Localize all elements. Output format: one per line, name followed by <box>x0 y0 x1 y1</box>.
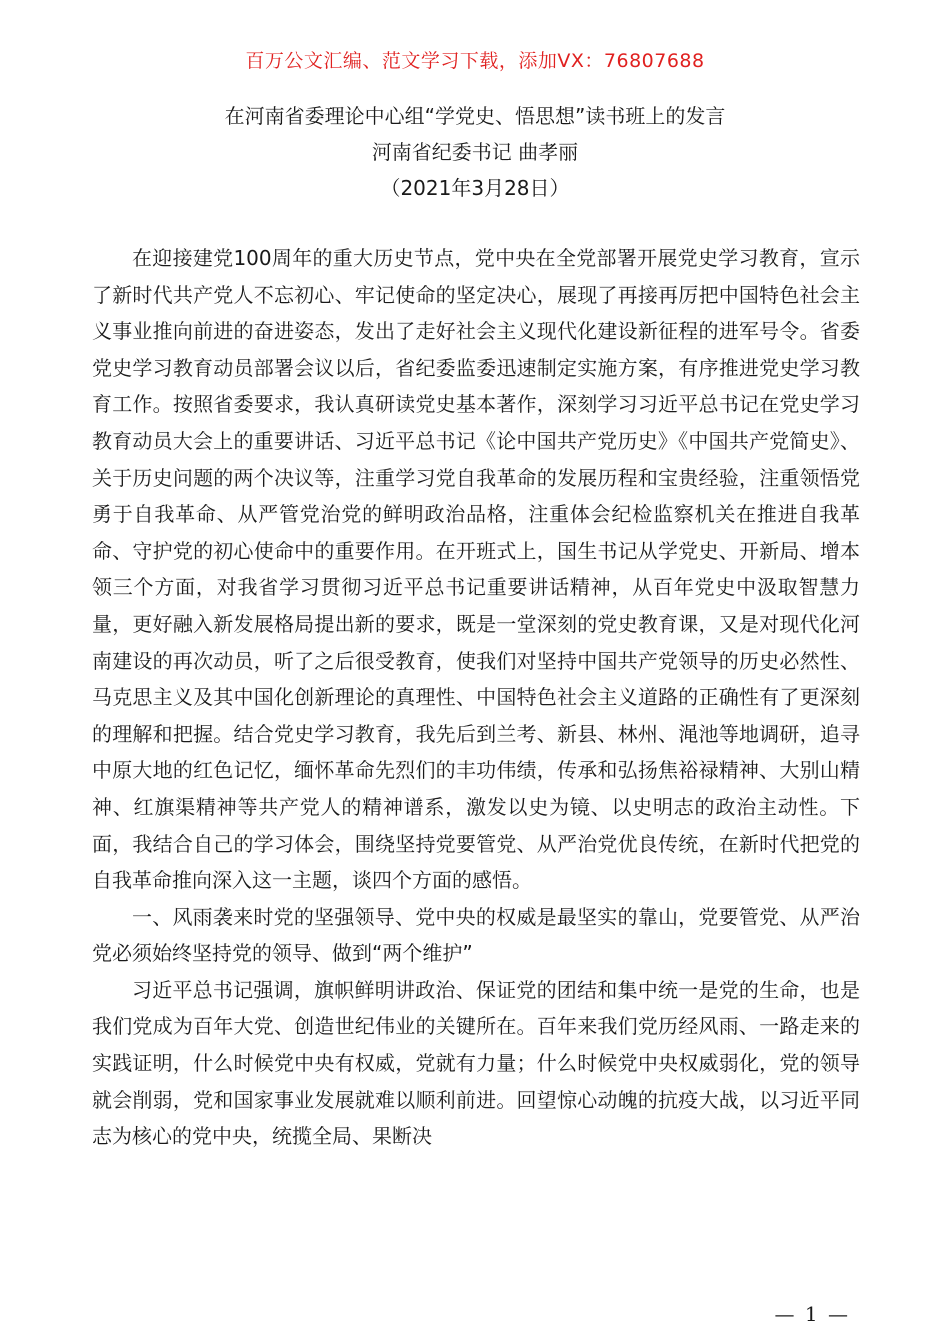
document-date: （2021年3月28日） <box>380 176 570 200</box>
section-heading: 一、风雨袭来时党的坚强领导、党中央的权威是最坚实的靠山，党要管党、从严治党必须始终坚持党的领导、做到“两个维护” <box>92 904 860 966</box>
watermark-banner: 百万公文汇编、范文学习下载，添加VX：76807688 <box>245 50 705 72</box>
document-author: 河南省纪委书记 曲孝丽 <box>371 140 579 164</box>
document-body <box>92 240 860 1155</box>
intro-paragraph: 在迎接建党100周年的重大历史节点，党中央在全党部署开展党史学习教育，宣示了新时代共产党人不忘初心、牢记使命的坚定决心，展现了再接再厉把中国特色社会主义事业推向前进的奋进姿态，发出了走好社会主义现代化建设新征程的进军号令。省委党史学习教育动员部署会议以后，省纪委监委迅速制定实施方案，有序推进党史学习教育工作。按照省委要求，我认真研读党史基本著作，深刻学习习近平总书记在党史学习教育动员大会上的重要讲话、习近平总书记《论中国共产党历史》《中国共产党简史》、关于历史问题的两个决议等，注重学习党自我革命的发展历程和宝贵经验，注重领悟党勇于自我革命、从严管党治党的鲜明政治品格，注重体会纪检监察机关在推进自我革命、守护党的初心使命中的重要作用。在开班式上，国生书记从学党史、开新局、增本领三个方面，对我省学习贯彻习近平总书记重要讲话精神，从百年党史中汲取智慧力量，更好融入新发展格局提出新的要求，既是一堂深刻的党史教育课，又是对现代化河南建设的再次动员，听了之后很受教育，使我们对坚持中国共产党领导的历史必然性、马克思主义及其中国化创新理论的真理性、中国特色社会主义道路的正确性有了更深刻的理解和把握。结合党史学习教育，我先后到兰考、新县、林州、渑池等地调研，追寻中原大地的红色记忆，缅怀革命先烈们的丰功伟绩，传承和弘扬焦裕禄精神、大别山精神、红旗渠精神等共产党人的精神谱系，激发以史为镜、以史明志的政治主动性。下面，我结合自己的学习体会，围绕坚持党要管党、从严治党优良传统，在新时代把党的自我革命推向深入这一主题，谈四个方面的感悟。 <box>92 246 860 893</box>
section-paragraph: 习近平总书记强调，旗帜鲜明讲政治、保证党的团结和集中统一是党的生命，也是我们党成为百年大党、创造世纪伟业的关键所在。百年来我们党历经风雨、一路走来的实践证明，什么时候党中央有权威，党就有力量；什么时候党中央权威弱化，党的领导就会削弱，党和国家事业发展就难以顺利前进。回望惊心动魄的抗疫大战，以习近平同志为核心的党中央，统揽全局、果断决 <box>92 977 860 1149</box>
document-title: 在河南省委理论中心组“学党史、悟思想”读书班上的发言 <box>224 104 726 128</box>
title-block <box>0 98 950 206</box>
page-number: — 1 — <box>774 1302 850 1326</box>
